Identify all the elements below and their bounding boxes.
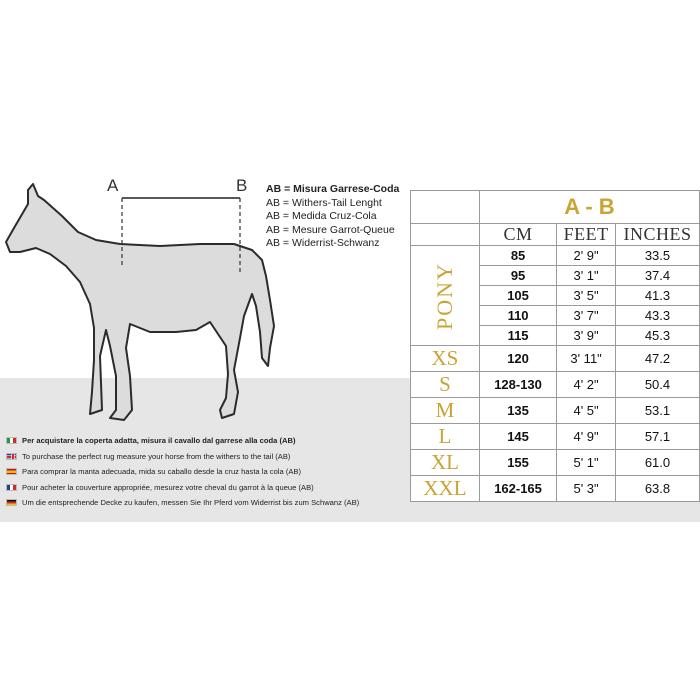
cell-feet: 5' 1" [557, 450, 616, 476]
cell-cm: 155 [479, 450, 556, 476]
size-xxl: XXL [411, 476, 480, 502]
cell-feet: 3' 9" [557, 326, 616, 346]
size-pony: PONY [411, 246, 480, 346]
table-title: A - B [479, 191, 699, 224]
size-xs: XS [411, 346, 480, 372]
cell-inches: 57.1 [615, 424, 699, 450]
legend-item-italian: AB = Misura Garrese-Coda [266, 183, 400, 195]
cell-feet: 3' 5" [557, 286, 616, 306]
measurement-legend [266, 183, 399, 251]
size-xl: XL [411, 450, 480, 476]
header-cm: CM [479, 224, 556, 246]
legend-item-spanish: AB = Medida Cruz-Cola [266, 210, 377, 223]
note-english: To purchase the perfect rug measure your horse from the withers to the tail (AB) [6, 449, 359, 465]
germany-flag-icon [6, 499, 17, 506]
horse-silhouette [0, 170, 280, 430]
instruction-notes [6, 433, 359, 511]
note-french: Pour acheter la couverture appropriée, mesurez votre cheval du garrot à la queue (AB) [6, 480, 359, 496]
table-corner [411, 191, 480, 224]
cell-cm: 95 [479, 266, 556, 286]
header-inches: INCHES [615, 224, 699, 246]
cell-inches: 33.5 [615, 246, 699, 266]
spain-flag-icon [6, 468, 17, 475]
cell-inches: 37.4 [615, 266, 699, 286]
cell-inches: 41.3 [615, 286, 699, 306]
cell-cm: 105 [479, 286, 556, 306]
italy-flag-icon [6, 437, 17, 444]
cell-feet: 2' 9" [557, 246, 616, 266]
cell-feet: 3' 7" [557, 306, 616, 326]
legend-item-english: AB = Withers-Tail Lenght [266, 196, 382, 209]
cell-cm: 145 [479, 424, 556, 450]
cell-inches: 47.2 [615, 346, 699, 372]
size-m: M [411, 398, 480, 424]
cell-inches: 43.3 [615, 306, 699, 326]
cell-inches: 61.0 [615, 450, 699, 476]
cell-cm: 135 [479, 398, 556, 424]
france-flag-icon [6, 484, 17, 491]
cell-cm: 162-165 [479, 476, 556, 502]
note-spanish: Para comprar la manta adecuada, mida su caballo desde la cruz hasta la cola (AB) [6, 464, 359, 480]
cell-feet: 3' 1" [557, 266, 616, 286]
legend-item-french: AB = Mesure Garrot-Queue [266, 223, 395, 236]
header-feet: FEET [557, 224, 616, 246]
legend-item-german: AB = Widerrist-Schwanz [266, 237, 380, 250]
point-b-label: B [236, 176, 248, 195]
note-italian: Per acquistare la coperta adatta, misura il cavallo dal garrese alla coda (AB) [6, 433, 359, 449]
uk-flag-icon [6, 453, 17, 460]
cell-inches: 50.4 [615, 372, 699, 398]
cell-cm: 120 [479, 346, 556, 372]
note-german: Um die entsprechende Decke zu kaufen, messen Sie Ihr Pferd vom Widerrist bis zum Schwanz (AB) [6, 495, 359, 511]
cell-cm: 128-130 [479, 372, 556, 398]
cell-feet: 4' 2" [557, 372, 616, 398]
size-chart-table [410, 190, 700, 502]
cell-feet: 5' 3" [557, 476, 616, 502]
cell-inches: 63.8 [615, 476, 699, 502]
size-l: L [411, 424, 480, 450]
cell-inches: 53.1 [615, 398, 699, 424]
header-blank [411, 224, 480, 246]
cell-inches: 45.3 [615, 326, 699, 346]
size-s: S [411, 372, 480, 398]
cell-cm: 115 [479, 326, 556, 346]
cell-feet: 4' 9" [557, 424, 616, 450]
cell-cm: 110 [479, 306, 556, 326]
cell-feet: 4' 5" [557, 398, 616, 424]
cell-cm: 85 [479, 246, 556, 266]
cell-feet: 3' 11" [557, 346, 616, 372]
point-a-label: A [107, 176, 119, 195]
